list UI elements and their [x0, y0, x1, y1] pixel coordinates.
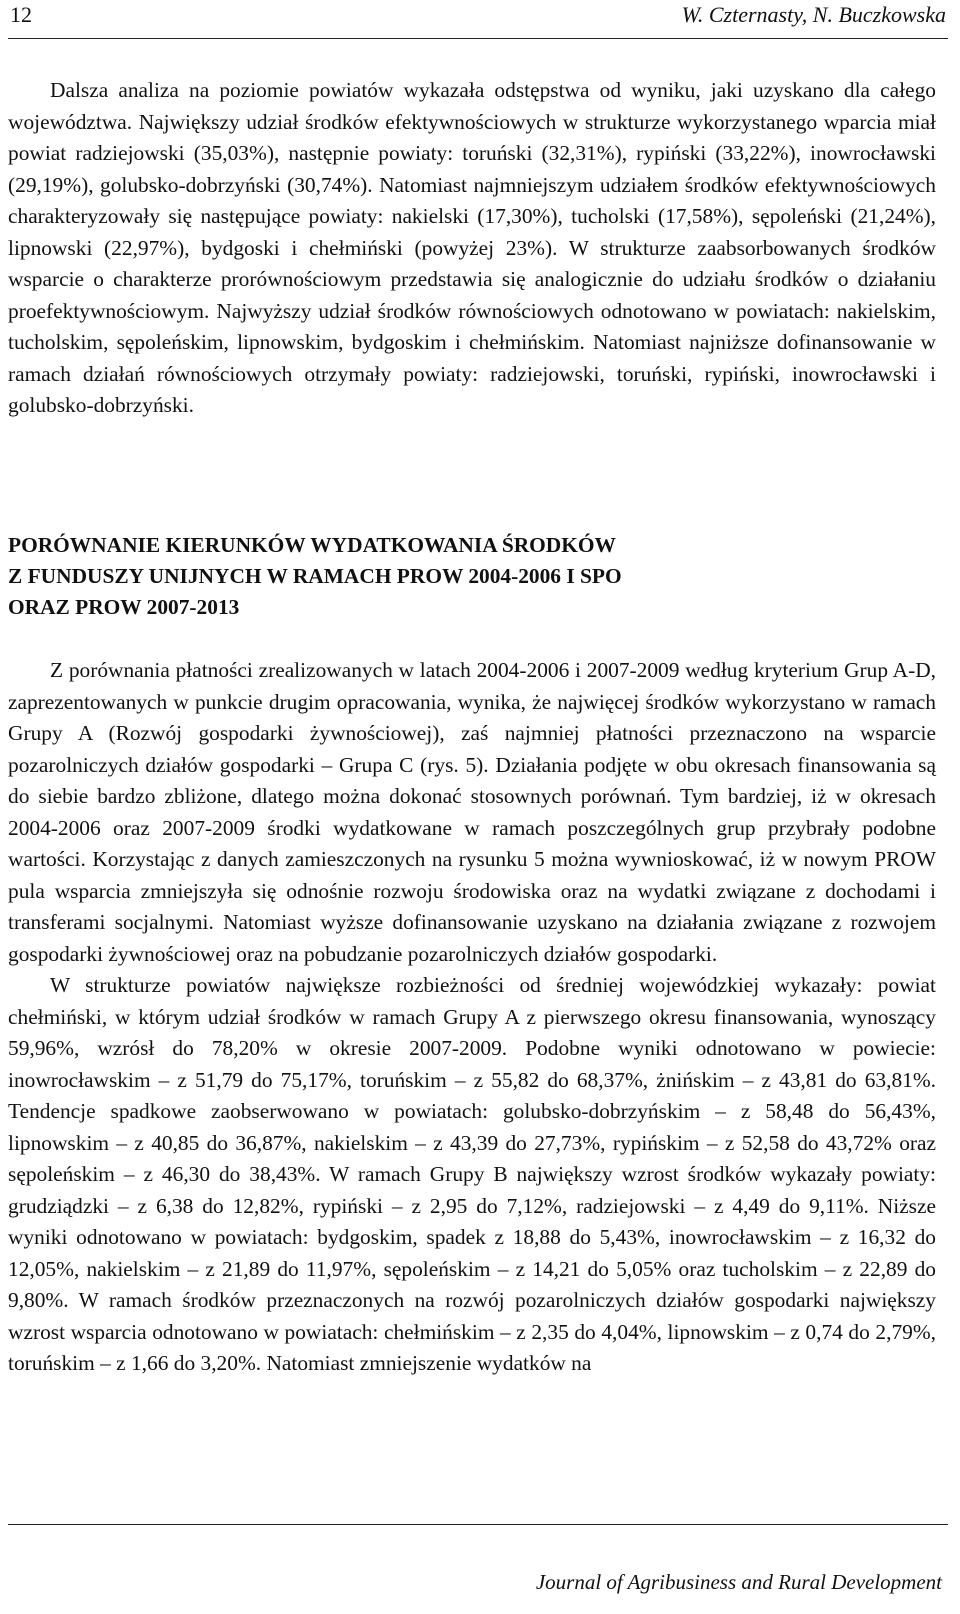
section-heading-line-3: ORAZ PROW 2007-2013 — [8, 595, 240, 619]
running-header-authors: W. Czternasty, N. Buczkowska — [681, 2, 946, 27]
intro-paragraph-text: Dalsza analiza na poziomie powiatów wykazała odstępstwa od wyniku, jaki uzyskano dla całego województwa. Największy udział środków efektywnościowych w strukturze wykorzystanego wparcia miał powiat radziejowski (35,03%), następnie powiaty: toruński (32,31%), rypiński (33,22%), inowrocławski (29,19%), golubsko-dobrzyński (30,74%). Natomiast najmniejszym udziałem środków efektywnościowych charakteryzowały się następujące powiaty: nakielski (17,30%), tucholski (17,58%), sępoleński (21,24%), lipnowski (22,97%), bydgoski i chełmiński (powyżej 23%). W strukturze zaabsorbowanych środków wsparcie o charakterze prorównościowym przedstawia się analogicznie do udziału środków o działaniu proefektywnościowym. Najwyższy udział środków równościowych odnotowano w powiatach: nakielskim, tucholskim, sępoleńskim, lipnowskim, bydgoskim i chełmińskim. Natomiast najniższe dofinansowanie w ramach działań równościowych otrzymały powiaty: radziejowski, toruński, rypiński, inowrocławski i golubsko-dobrzyński. — [8, 78, 936, 417]
section-heading — [8, 530, 936, 623]
page-number: 12 — [10, 2, 32, 27]
section-body — [8, 655, 936, 1380]
journal-name: Journal of Agribusiness and Rural Development — [535, 1570, 942, 1594]
section-heading-line-2: Z FUNDUSZY UNIJNYCH W RAMACH PROW 2004-2006 I SPO — [8, 564, 622, 588]
intro-paragraph — [8, 75, 936, 422]
document-page — [8, 0, 952, 1614]
section-paragraph-2: W strukturze powiatów największe rozbieżności od średniej wojewódzkiej wykazały: powiat chełmiński, w którym udział środków w ramach Grupy A z pierwszego okresu finansowania, wynoszący 59,96%, wzrósł do 78,20% w okresie 2007-2009. Podobne wyniki odnotowano w powiecie: inowrocławskim – z 51,79 do 75,17%, toruńskim – z 55,82 do 68,37%, żnińskim – z 43,81 do 63,81%. Tendencje spadkowe zaobserwowano w powiatach: golubsko-dobrzyńskim – z 58,48 do 56,43%, lipnowskim – z 40,85 do 36,87%, nakielskim – z 43,39 do 27,73%, rypińskim – z 52,58 do 43,72% oraz sępoleńskim – z 46,30 do 38,43%. W ramach Grupy B największy wzrost środków wykazały powiaty: grudziądzki – z 6,38 do 12,82%, rypiński – z 2,95 do 7,12%, radziejowski – z 4,49 do 9,11%. Niższe wyniki odnotowano w powiatach: bydgoskim, spadek z 18,88 do 5,43%, inowrocławskim – z 16,32 do 12,05%, nakielskim – z 21,89 do 11,97%, sępoleńskim – z 14,21 do 5,05% oraz tucholskim – z 22,89 do 9,80%. W ramach środków przeznaczonych na rozwój pozarolniczych działów gospodarki największy wzrost wsparcia odnotowano w powiatach: chełmińskim – z 2,35 do 4,04%, lipnowskim – z 0,74 do 2,79%, toruńskim – z 1,66 do 3,20%. Natomiast zmniejszenie wydatków na — [8, 973, 936, 1375]
footer-divider — [8, 1524, 948, 1525]
running-header — [8, 0, 948, 39]
section-paragraph-1: Z porównania płatności zrealizowanych w latach 2004-2006 i 2007-2009 według kryterium Grup A-D, zaprezentowanych w punkcie drugim opracowania, wynika, że najwięcej środków wykorzystano w ramach Grupy A (Rozwój gospodarki żywnościowej), zaś najmniej płatności przeznaczono na wsparcie pozarolniczych działów gospodarki – Grupa C (rys. 5). Działania podjęte w obu okresach finansowania są do siebie bardzo zbliżone, dlatego można dokonać stosownych porównań. Tym bardziej, iż w okresach 2004-2006 oraz 2007-2009 środki wydatkowane w ramach poszczególnych grup przybrały podobne wartości. Korzystając z danych zamieszczonych na rysunku 5 można wywnioskować, iż w nowym PROW pula wsparcia zmniejszyła się odnośnie rozwoju środowiska oraz na wydatki związane z dochodami i transferami socjalnymi. Natomiast wyższe dofinansowanie uzyskano na działania związane z rozwojem gospodarki żywnościowej oraz na pobudzanie pozarolniczych działów gospodarki. — [8, 658, 936, 966]
section-heading-line-1: PORÓWNANIE KIERUNKÓW WYDATKOWANIA ŚRODKÓW — [8, 533, 616, 557]
